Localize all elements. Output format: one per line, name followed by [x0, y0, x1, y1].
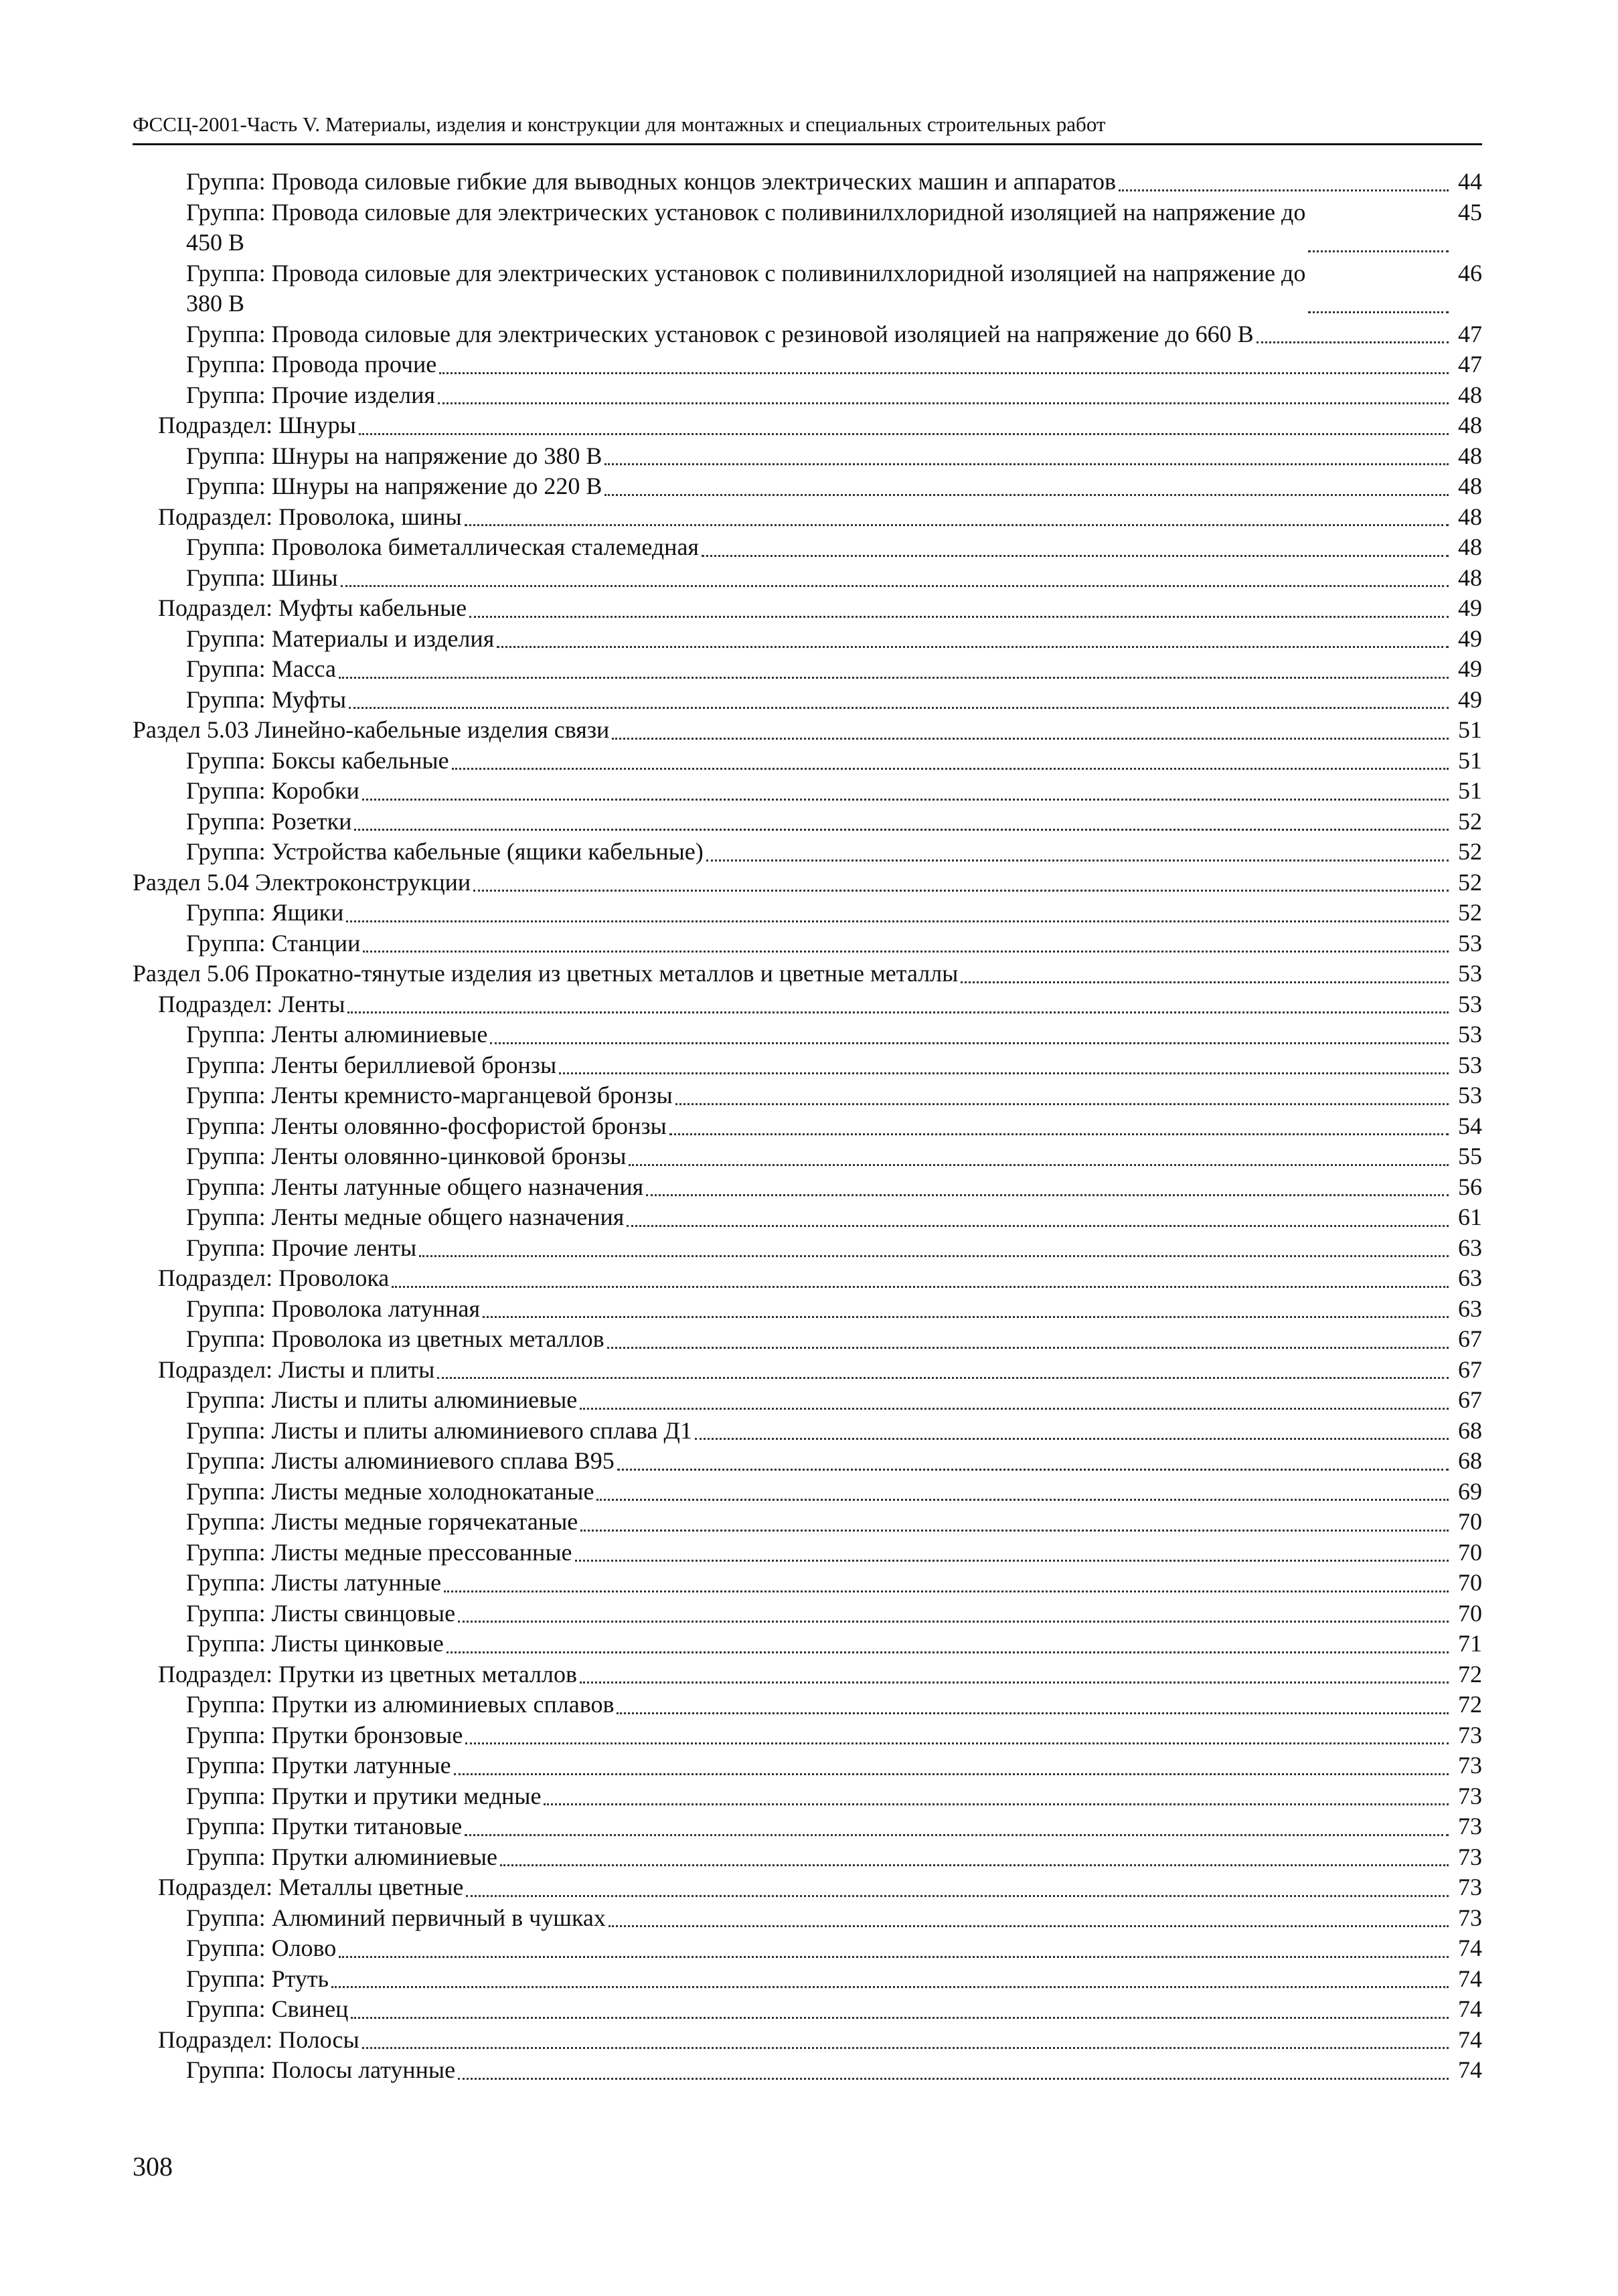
- toc-entry-page: 48: [1458, 503, 1482, 530]
- toc-entry-title: Подраздел: Муфты кабельные: [158, 594, 467, 621]
- toc-entry-group: [133, 319, 1482, 350]
- dot-leader: [452, 768, 1449, 770]
- toc-entry-group: [133, 532, 1482, 563]
- toc-entry-group: [133, 1720, 1482, 1751]
- toc-entry-page: 51: [1458, 777, 1482, 804]
- toc-entry-page: 67: [1458, 1386, 1482, 1413]
- dot-leader: [331, 1986, 1449, 1988]
- toc-entry-group: [133, 898, 1482, 928]
- toc-entry-page: 67: [1458, 1356, 1482, 1383]
- toc-entry-title: Группа: Прутки латунные: [186, 1752, 451, 1779]
- dot-leader: [341, 585, 1449, 587]
- running-header-title: ФССЦ-2001-Часть V. Материалы, изделия и конструкции для монтажных и специальных строительных работ: [133, 112, 1106, 136]
- toc-entry-group: [133, 1750, 1482, 1781]
- toc-entry-title: Группа: Прутки и прутики медные: [186, 1782, 542, 1809]
- toc-entry-page: 74: [1458, 2056, 1482, 2083]
- toc-entry-page: 45: [1458, 198, 1482, 226]
- toc-entry-page: 63: [1458, 1234, 1482, 1261]
- toc-entry-group: [133, 1111, 1482, 1142]
- dot-leader: [706, 859, 1449, 862]
- toc-entry-page: 55: [1458, 1143, 1482, 1169]
- toc-entry-section: [133, 715, 1482, 746]
- toc-entry-title: Раздел 5.06 Прокатно-тянутые изделия из цветных металлов и цветные металлы: [133, 960, 959, 987]
- toc-entry-page: 70: [1458, 1569, 1482, 1596]
- toc-entry-page: 48: [1458, 412, 1482, 438]
- toc-entry-title: Группа: Шнуры на напряжение до 220 В: [186, 473, 602, 499]
- toc-entry-title: Группа: Проволока из цветных металлов: [186, 1325, 604, 1352]
- dot-leader: [575, 1560, 1449, 1562]
- dot-leader: [458, 1621, 1449, 1623]
- toc-entry-group: [133, 258, 1482, 319]
- toc-entry-page: 52: [1458, 899, 1482, 926]
- toc-entry-page: 74: [1458, 2026, 1482, 2053]
- toc-entry-title: Группа: Листы медные прессованные: [186, 1538, 572, 1566]
- dot-leader: [1308, 311, 1449, 313]
- toc-entry-group: [133, 1811, 1482, 1842]
- toc-entry-title: Группа: Ленты латунные общего назначения: [186, 1173, 644, 1200]
- dot-leader: [500, 1864, 1449, 1866]
- toc-entry-page: 46: [1458, 259, 1482, 286]
- toc-entry-title: Группа: Станции: [186, 929, 361, 957]
- toc-entry-title: Группа: Прочие изделия: [186, 381, 435, 408]
- toc-entry-title: Группа: Провода силовые для электрических установок с поливинилхлоридной изоляцией на напряжение до 450 В: [186, 198, 1306, 256]
- toc-entry-title: Группа: Ящики: [186, 899, 344, 926]
- toc-entry-group: [133, 1568, 1482, 1598]
- dot-leader: [559, 1072, 1449, 1074]
- toc-entry-group: [133, 1416, 1482, 1447]
- toc-entry-page: 70: [1458, 1599, 1482, 1627]
- toc-entry-group: [133, 1538, 1482, 1568]
- toc-entry-title: Подраздел: Листы и плиты: [158, 1356, 435, 1383]
- dot-leader: [497, 646, 1449, 648]
- toc-entry-group: [133, 1598, 1482, 1629]
- toc-entry-title: Группа: Муфты: [186, 685, 347, 713]
- toc-entry-title: Группа: Листы и плиты алюминиевые: [186, 1386, 578, 1413]
- toc-entry-subsection: [133, 1263, 1482, 1294]
- dot-leader: [490, 1042, 1449, 1044]
- dot-leader: [612, 738, 1449, 740]
- toc-entry-subsection: [133, 1355, 1482, 1386]
- toc-entry-title: Группа: Свинец: [186, 1995, 349, 2022]
- toc-entry-title: Группа: Листы латунные: [186, 1569, 442, 1596]
- dot-leader: [961, 981, 1449, 983]
- toc-entry-page: 47: [1458, 351, 1482, 378]
- toc-entry-group: [133, 1019, 1482, 1050]
- toc-entry-group: [133, 1903, 1482, 1934]
- toc-entry-group: [133, 1477, 1482, 1507]
- toc-entry-page: 72: [1458, 1660, 1482, 1688]
- toc-entry-page: 48: [1458, 381, 1482, 408]
- page-number: 308: [133, 2151, 173, 2182]
- toc-entry-page: 53: [1458, 1021, 1482, 1048]
- toc-entry-group: [133, 624, 1482, 655]
- toc-entry-title: Группа: Ленты бериллиевой бронзы: [186, 1051, 557, 1078]
- toc-entry-title: Группа: Ртуть: [186, 1965, 329, 1992]
- toc-entry-page: 51: [1458, 716, 1482, 743]
- toc-entry-page: 73: [1458, 1813, 1482, 1839]
- toc-entry-page: 48: [1458, 564, 1482, 591]
- toc-entry-title: Группа: Листы свинцовые: [186, 1599, 456, 1627]
- toc-entry-page: 73: [1458, 1721, 1482, 1748]
- toc-entry-page: 73: [1458, 1874, 1482, 1900]
- dot-leader: [447, 1651, 1449, 1653]
- toc-entry-group: [133, 928, 1482, 959]
- toc-entry-group: [133, 776, 1482, 807]
- dot-leader: [702, 555, 1449, 557]
- toc-entry-title: Группа: Проволока латунная: [186, 1295, 481, 1322]
- toc-entry-title: Группа: Листы и плиты алюминиевого сплава Д1: [186, 1416, 692, 1444]
- dot-leader: [362, 2047, 1449, 2049]
- dot-leader: [339, 1956, 1449, 1958]
- dot-leader: [439, 372, 1449, 374]
- toc-entry-title: Группа: Шнуры на напряжение до 380 В: [186, 442, 602, 469]
- toc-entry-group: [133, 1507, 1482, 1538]
- toc-entry-group: [133, 1629, 1482, 1659]
- toc-entry-title: Подраздел: Ленты: [158, 990, 345, 1017]
- toc-entry-group: [133, 1324, 1482, 1355]
- toc-entry-title: Раздел 5.04 Электроконструкции: [133, 868, 471, 896]
- dot-leader: [354, 829, 1449, 831]
- toc-entry-page: 69: [1458, 1477, 1482, 1505]
- toc-entry-title: Группа: Ленты алюминиевые: [186, 1021, 488, 1048]
- toc-entry-title: Группа: Провода силовые гибкие для выводных концов электрических машин и аппаратов: [186, 168, 1117, 195]
- toc-entry-group: [133, 1933, 1482, 1964]
- toc-entry-title: Группа: Ленты оловянно-фосфористой бронзы: [186, 1112, 667, 1139]
- toc-entry-page: 49: [1458, 594, 1482, 621]
- toc-entry-title: Группа: Боксы кабельные: [186, 746, 449, 774]
- toc-entry-group: [133, 1446, 1482, 1477]
- dot-leader: [604, 494, 1449, 496]
- dot-leader: [675, 1103, 1449, 1105]
- toc-entry-title: Подраздел: Проволока, шины: [158, 503, 462, 530]
- dot-leader: [359, 433, 1449, 435]
- toc-entry-page: 61: [1458, 1204, 1482, 1230]
- toc-entry-page: 49: [1458, 655, 1482, 682]
- toc-entry-page: 74: [1458, 1935, 1482, 1961]
- dot-leader: [419, 1255, 1449, 1257]
- toc-entry-section: [133, 959, 1482, 989]
- toc-entry-subsection: [133, 2025, 1482, 2056]
- table-of-contents: [133, 167, 1482, 2086]
- toc-entry-group: [133, 1172, 1482, 1203]
- dot-leader: [629, 1164, 1449, 1166]
- toc-entry-title: Подраздел: Прутки из цветных металлов: [158, 1660, 577, 1688]
- toc-entry-page: 74: [1458, 1995, 1482, 2022]
- toc-entry-page: 52: [1458, 868, 1482, 896]
- toc-entry-group: [133, 1994, 1482, 2025]
- dot-leader: [617, 1469, 1449, 1471]
- toc-entry-group: [133, 441, 1482, 472]
- dot-leader: [607, 1347, 1449, 1349]
- dot-leader: [580, 1682, 1449, 1684]
- running-header: [133, 111, 1482, 145]
- dot-leader: [458, 2078, 1449, 2080]
- toc-entry-title: Группа: Проволока биметаллическая сталемедная: [186, 534, 699, 560]
- toc-entry-group: [133, 837, 1482, 868]
- toc-entry-title: Группа: Листы медные горячекатаные: [186, 1508, 578, 1535]
- toc-entry-group: [133, 1294, 1482, 1325]
- toc-entry-title: Группа: Прутки бронзовые: [186, 1721, 463, 1748]
- toc-entry-title: Группа: Провода силовые для электрических установок с резиновой изоляцией на напряжение до 660 В: [186, 320, 1254, 347]
- dot-leader: [465, 1834, 1449, 1836]
- dot-leader: [437, 1377, 1449, 1379]
- dot-leader: [346, 920, 1449, 922]
- toc-entry-title: Группа: Провода силовые для электрических установок с поливинилхлоридной изоляцией на напряжение до 380 В: [186, 259, 1306, 317]
- dot-leader: [627, 1225, 1449, 1227]
- toc-entry-title: Группа: Ленты оловянно-цинковой бронзы: [186, 1143, 627, 1169]
- toc-entry-group: [133, 2055, 1482, 2086]
- dot-leader: [465, 1742, 1449, 1744]
- toc-entry-page: 48: [1458, 442, 1482, 469]
- dot-leader: [695, 1438, 1449, 1440]
- toc-entry-group: [133, 349, 1482, 380]
- dot-leader: [444, 1590, 1449, 1592]
- toc-entry-title: Группа: Листы цинковые: [186, 1630, 444, 1657]
- toc-entry-page: 68: [1458, 1416, 1482, 1444]
- toc-entry-subsection: [133, 989, 1482, 1020]
- toc-entry-page: 49: [1458, 685, 1482, 713]
- toc-entry-page: 72: [1458, 1691, 1482, 1718]
- toc-entry-title: Группа: Ленты медные общего назначения: [186, 1204, 625, 1230]
- dot-leader: [1308, 250, 1449, 252]
- toc-entry-group: [133, 380, 1482, 411]
- toc-entry-title: Раздел 5.03 Линейно-кабельные изделия связи: [133, 716, 610, 743]
- toc-entry-subsection: [133, 1872, 1482, 1903]
- dot-leader: [669, 1133, 1449, 1135]
- toc-entry-title: Группа: Масса: [186, 655, 336, 682]
- toc-entry-group: [133, 685, 1482, 716]
- toc-entry-title: Группа: Прутки алюминиевые: [186, 1843, 497, 1870]
- toc-entry-page: 53: [1458, 929, 1482, 957]
- toc-entry-title: Группа: Устройства кабельные (ящики кабельные): [186, 838, 704, 865]
- toc-entry-page: 51: [1458, 746, 1482, 774]
- toc-entry-title: Группа: Розетки: [186, 807, 352, 835]
- toc-entry-page: 44: [1458, 168, 1482, 195]
- dot-leader: [544, 1803, 1449, 1805]
- dot-leader: [1257, 341, 1449, 343]
- dot-leader: [609, 1925, 1449, 1927]
- toc-entry-page: 73: [1458, 1904, 1482, 1931]
- toc-entry-title: Подраздел: Шнуры: [158, 412, 356, 438]
- toc-entry-page: 73: [1458, 1782, 1482, 1809]
- toc-entry-title: Группа: Коробки: [186, 777, 359, 804]
- toc-entry-page: 53: [1458, 1082, 1482, 1109]
- toc-entry-title: Группа: Материалы и изделия: [186, 625, 495, 652]
- toc-entry-group: [133, 1080, 1482, 1111]
- toc-entry-subsection: [133, 1659, 1482, 1690]
- toc-entry-group: [133, 1385, 1482, 1416]
- dot-leader: [339, 677, 1449, 679]
- toc-entry-page: 70: [1458, 1508, 1482, 1535]
- toc-entry-group: [133, 1202, 1482, 1233]
- toc-entry-group: [133, 1842, 1482, 1873]
- toc-entry-page: 52: [1458, 838, 1482, 865]
- dot-leader: [646, 1194, 1449, 1196]
- toc-entry-page: 53: [1458, 1051, 1482, 1078]
- toc-entry-group: [133, 746, 1482, 776]
- toc-entry-title: Подраздел: Полосы: [158, 2026, 359, 2053]
- toc-entry-group: [133, 1050, 1482, 1081]
- toc-entry-group: [133, 471, 1482, 502]
- dot-leader: [347, 1011, 1449, 1013]
- dot-leader: [580, 1530, 1449, 1532]
- toc-entry-group: [133, 167, 1482, 197]
- toc-entry-page: 63: [1458, 1295, 1482, 1322]
- toc-entry-page: 48: [1458, 534, 1482, 560]
- dot-leader: [363, 951, 1449, 953]
- toc-entry-page: 70: [1458, 1538, 1482, 1566]
- toc-entry-title: Группа: Листы медные холоднокатаные: [186, 1477, 594, 1505]
- toc-entry-page: 71: [1458, 1630, 1482, 1657]
- toc-entry-subsection: [133, 502, 1482, 533]
- dot-leader: [438, 402, 1449, 404]
- toc-entry-title: Группа: Листы алюминиевого сплава В95: [186, 1447, 615, 1474]
- toc-entry-group: [133, 1690, 1482, 1720]
- dot-leader: [362, 799, 1449, 801]
- toc-entry-group: [133, 1141, 1482, 1172]
- toc-entry-page: 53: [1458, 990, 1482, 1017]
- toc-entry-page: 68: [1458, 1447, 1482, 1474]
- toc-entry-title: Группа: Прутки из алюминиевых сплавов: [186, 1691, 615, 1718]
- toc-entry-page: 73: [1458, 1752, 1482, 1779]
- toc-entry-title: Группа: Алюминий первичный в чушках: [186, 1904, 606, 1931]
- dot-leader: [617, 1712, 1449, 1714]
- toc-entry-page: 56: [1458, 1173, 1482, 1200]
- toc-entry-group: [133, 807, 1482, 837]
- dot-leader: [580, 1408, 1449, 1410]
- dot-leader: [483, 1316, 1449, 1318]
- toc-entry-title: Группа: Полосы латунные: [186, 2056, 456, 2083]
- toc-entry-subsection: [133, 593, 1482, 624]
- dot-leader: [604, 463, 1449, 465]
- toc-entry-title: Подраздел: Металлы цветные: [158, 1874, 464, 1900]
- toc-entry-page: 52: [1458, 807, 1482, 835]
- toc-entry-title: Группа: Прутки титановые: [186, 1813, 463, 1839]
- toc-entry-group: [133, 563, 1482, 594]
- toc-entry-title: Группа: Ленты кремнисто-марганцевой бронзы: [186, 1082, 673, 1109]
- toc-entry-section: [133, 868, 1482, 898]
- toc-entry-title: Группа: Шины: [186, 564, 338, 591]
- toc-entry-title: Группа: Олово: [186, 1935, 337, 1961]
- toc-entry-page: 73: [1458, 1843, 1482, 1870]
- dot-leader: [454, 1773, 1449, 1775]
- dot-leader: [466, 1895, 1449, 1897]
- toc-entry-page: 63: [1458, 1264, 1482, 1291]
- dot-leader: [465, 524, 1449, 526]
- toc-entry-group: [133, 197, 1482, 258]
- dot-leader: [469, 616, 1449, 618]
- toc-entry-page: 48: [1458, 473, 1482, 499]
- dot-leader: [596, 1499, 1449, 1501]
- toc-entry-page: 53: [1458, 960, 1482, 987]
- toc-entry-title: Группа: Провода прочие: [186, 351, 437, 378]
- toc-entry-group: [133, 1781, 1482, 1812]
- toc-entry-title: Группа: Прочие ленты: [186, 1234, 417, 1261]
- toc-entry-group: [133, 1964, 1482, 1995]
- toc-entry-page: 49: [1458, 625, 1482, 652]
- toc-entry-subsection: [133, 410, 1482, 441]
- toc-entry-page: 67: [1458, 1325, 1482, 1352]
- dot-leader: [473, 890, 1449, 892]
- toc-entry-group: [133, 654, 1482, 685]
- dot-leader: [392, 1286, 1449, 1288]
- toc-entry-page: 74: [1458, 1965, 1482, 1992]
- dot-leader: [351, 2017, 1449, 2019]
- toc-entry-page: 54: [1458, 1112, 1482, 1139]
- dot-leader: [349, 707, 1449, 709]
- toc-entry-group: [133, 1233, 1482, 1264]
- toc-entry-page: 47: [1458, 320, 1482, 347]
- dot-leader: [1119, 189, 1449, 191]
- toc-entry-title: Подраздел: Проволока: [158, 1264, 390, 1291]
